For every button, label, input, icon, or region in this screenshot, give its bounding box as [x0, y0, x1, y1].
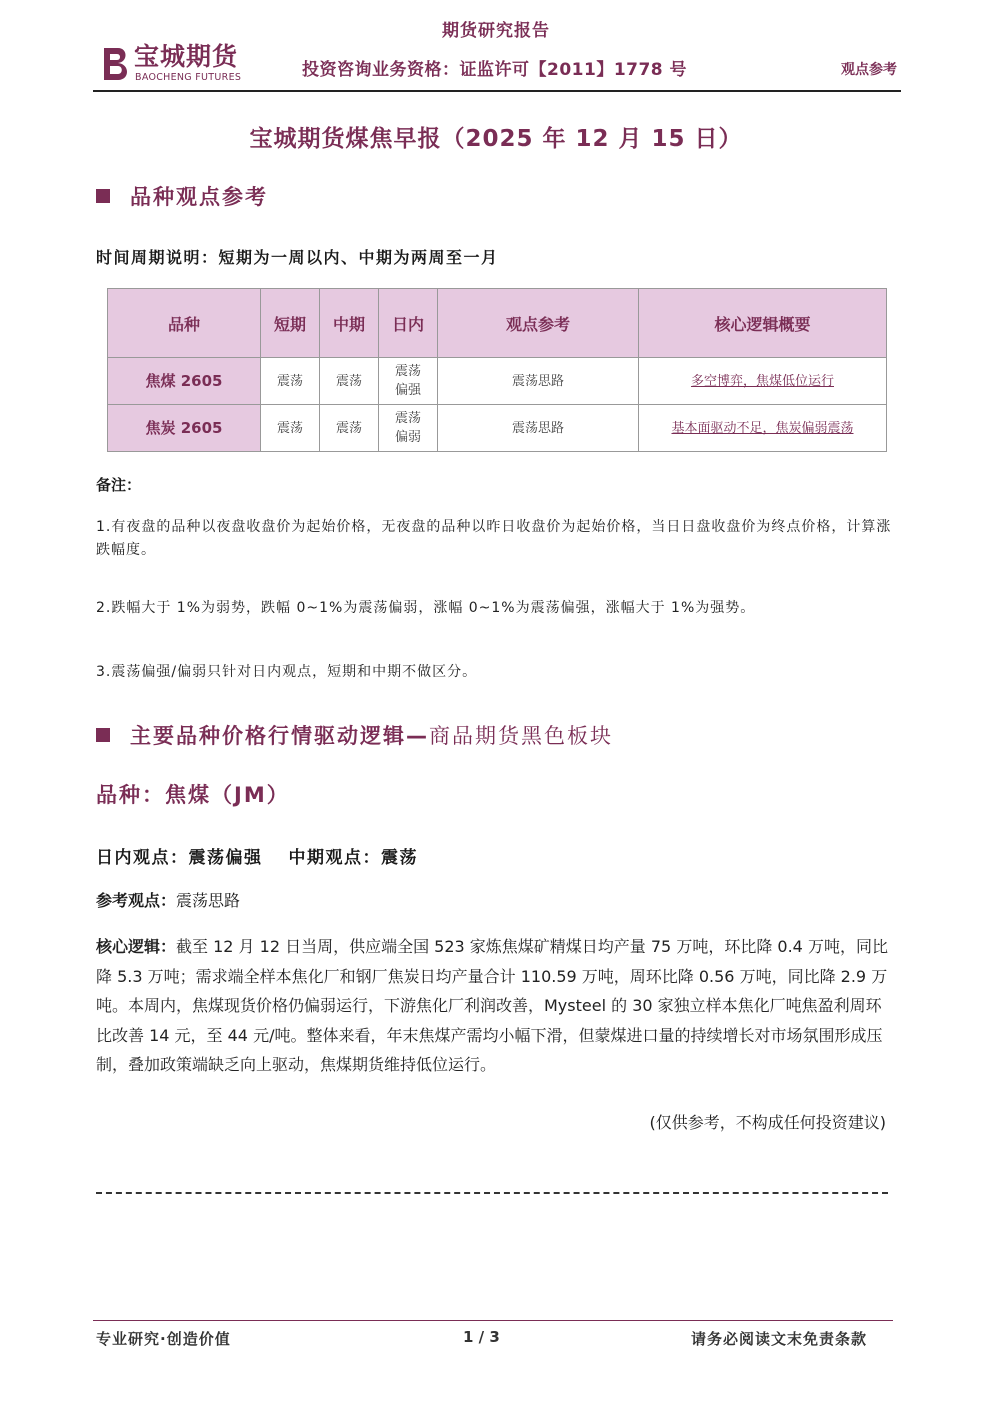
section-heading-drivers: [96, 720, 613, 750]
dashed-divider: [96, 1192, 888, 1194]
views-table: [107, 288, 887, 452]
table-row: [108, 405, 887, 452]
period-note: 时间周期说明：短期为一周以内、中期为两周至一月: [96, 248, 499, 267]
section-title-bold: 主要品种价格行情驱动逻辑—: [130, 724, 429, 748]
remarks-title: 备注：: [96, 476, 142, 494]
reference-view: [96, 888, 240, 911]
reference-value: 震荡思路: [176, 891, 241, 910]
intraday-cell: [379, 358, 438, 405]
column-header: 品种: [108, 289, 261, 358]
table-header-row: [108, 289, 887, 358]
variety-cell: 焦炭 2605: [108, 405, 261, 452]
remark-item: 2.跌幅大于 1%为弱势，跌幅 0~1%为震荡偏弱，涨幅 0~1%为震荡偏强，涨幅大于 1%为强势。: [96, 600, 756, 616]
section-title: 品种观点参考: [130, 185, 268, 209]
footer-disclaimer: 请务必阅读文末免责条款: [690, 1330, 867, 1348]
footer-divider: [93, 1320, 893, 1321]
column-header: 日内: [379, 289, 438, 358]
header-divider: [93, 90, 901, 92]
view-cell: 震荡思路: [438, 358, 639, 405]
column-header: 短期: [261, 289, 320, 358]
reference-label: 参考观点：: [96, 891, 177, 910]
variety-cell: 焦煤 2605: [108, 358, 261, 405]
intraday-line: 偏强: [394, 383, 421, 398]
remark-item: 1.有夜盘的品种以夜盘收盘价为起始价格，无夜盘的品种以昨日收盘价为起始价格，当日日盘收盘价为终点价格，计算涨跌幅度。: [96, 519, 892, 558]
mid-term-cell: 震荡: [320, 405, 379, 452]
page-number: 1 / 3: [463, 1328, 500, 1346]
footer-slogan: 专业研究·创造价值: [96, 1330, 231, 1348]
square-bullet-icon: [96, 189, 110, 203]
views-line: [96, 843, 418, 868]
intraday-value: 震荡偏强: [188, 848, 263, 868]
report-type-label: 期货研究报告: [442, 21, 550, 41]
remark-item: 3.震荡偏强/偏弱只针对日内观点，短期和中期不做区分。: [96, 664, 478, 680]
disclaimer-note: (仅供参考，不构成任何投资建议): [649, 1113, 886, 1132]
qualification-text: 投资咨询业务资格：证监许可【2011】1778 号: [302, 60, 688, 80]
core-logic-paragraph: [96, 932, 896, 1080]
logic-summary-link[interactable]: 基本面驱动不足，焦炭偏弱震荡: [639, 405, 887, 452]
short-term-cell: 震荡: [261, 405, 320, 452]
page-title: 宝城期货煤焦早报（2025 年 12 月 15 日）: [249, 126, 743, 152]
column-header: 观点参考: [438, 289, 639, 358]
table-row: [108, 358, 887, 405]
section-heading-views: [96, 181, 268, 211]
logo-mark-icon: [98, 44, 132, 84]
square-bullet-icon: [96, 728, 110, 742]
section-title-light: 商品期货黑色板块: [429, 724, 613, 748]
mid-term-cell: 震荡: [320, 358, 379, 405]
variety-title: 品种：焦煤（JM）: [96, 783, 290, 807]
core-logic-label: 核心逻辑：: [96, 937, 177, 956]
view-cell: 震荡思路: [438, 405, 639, 452]
intraday-label: 日内观点：: [96, 848, 189, 868]
intraday-line: 偏弱: [394, 430, 421, 445]
column-header: 中期: [320, 289, 379, 358]
core-logic-text: 截至 12 月 12 日当周，供应端全国 523 家炼焦煤矿精煤日均产量 75 万吨，环比降 0.4 万吨，同比降 5.3 万吨；需求端全样本焦化厂和钢厂焦炭日均产量合计 110.59 万吨，周环比降 0.56 万吨，同比降 2.9 万吨。本周内，焦煤现货价格仍偏弱运行，下游焦化厂利润改善，Mysteel 的 30 家独立样本焦化厂吨焦盈利周环比改善 14 元，至 44 元/吨。整体来看，年末焦煤产需均小幅下滑，但蒙煤进口量的持续增长对市场氛围形成压制，叠加政策端缺乏向上驱动，焦煤期货维持低位运行。: [96, 937, 888, 1074]
intraday-cell: [379, 405, 438, 452]
mid-value: 震荡: [381, 848, 418, 868]
mid-label: 中期观点：: [288, 848, 381, 868]
logo-text-cn: 宝城期货: [134, 42, 239, 71]
company-logo: [98, 42, 258, 86]
header-category: 观点参考: [841, 62, 897, 78]
logo-text-en: BAOCHENG FUTURES: [135, 72, 242, 83]
intraday-line: 震荡: [394, 364, 421, 379]
logic-summary-link[interactable]: 多空博弈，焦煤低位运行: [639, 358, 887, 405]
short-term-cell: 震荡: [261, 358, 320, 405]
intraday-line: 震荡: [394, 411, 421, 426]
column-header: 核心逻辑概要: [639, 289, 887, 358]
